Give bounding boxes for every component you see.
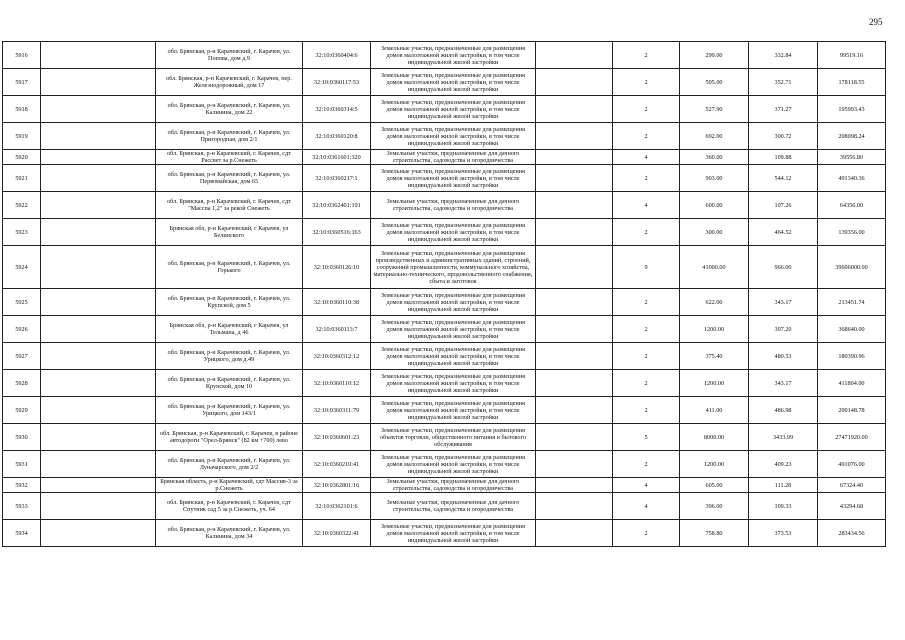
blank-cell xyxy=(536,397,613,424)
specific-value-cell: 544.12 xyxy=(749,165,818,192)
area-cell: 692.00 xyxy=(680,123,749,150)
table-row xyxy=(3,289,886,316)
specific-value-cell: 343.17 xyxy=(749,289,818,316)
cadastral-number-cell: 32:10:0360601:23 xyxy=(303,424,371,451)
blank-cell xyxy=(41,289,156,316)
table-row xyxy=(3,451,886,478)
area-cell: 505.00 xyxy=(680,69,749,96)
blank-cell xyxy=(536,150,613,165)
land-purpose-cell: Земельные участки, предназначенные для размещения домов малоэтажной жилой застройки, в том числе индивидуальной жилой застройки xyxy=(371,219,536,246)
area-cell: 758.80 xyxy=(680,520,749,547)
address-cell: Брянская обл, р-н Карачевский, г Карачев, ул Белинского xyxy=(156,219,303,246)
table-row xyxy=(3,96,886,123)
specific-value-cell: 307.20 xyxy=(749,316,818,343)
land-purpose-cell: Земельные участки, предназначенные для размещения домов малоэтажной жилой застройки, в том числе индивидуальной жилой застройки xyxy=(371,343,536,370)
cadastral-value-cell: 27471920.00 xyxy=(818,424,886,451)
row-number-cell: 5924 xyxy=(3,246,41,289)
group-cell: 5 xyxy=(613,424,680,451)
group-cell: 4 xyxy=(613,493,680,520)
blank-cell xyxy=(41,69,156,96)
land-purpose-cell: Земельные участки, предназначенные для дачного строительства, садоводства и огородничества xyxy=(371,478,536,493)
blank-cell xyxy=(536,192,613,219)
cadastral-value-cell: 180390.96 xyxy=(818,343,886,370)
table-row xyxy=(3,192,886,219)
table-row xyxy=(3,397,886,424)
specific-value-cell: 111.28 xyxy=(749,478,818,493)
blank-cell xyxy=(536,123,613,150)
blank-cell xyxy=(536,96,613,123)
group-cell: 2 xyxy=(613,451,680,478)
row-number-cell: 5927 xyxy=(3,343,41,370)
cadastral-number-cell: 32:10:0360110:12 xyxy=(303,370,371,397)
area-cell: 41000.00 xyxy=(680,246,749,289)
blank-cell xyxy=(41,192,156,219)
cadastral-number-cell: 32:10:0360210:41 xyxy=(303,451,371,478)
land-purpose-cell: Земельные участки, предназначенные для размещения объектов торговли, общественного питания и бытового обслуживания xyxy=(371,424,536,451)
cadastral-number-cell: 32:10:0360516:163 xyxy=(303,219,371,246)
land-purpose-cell: Земельные участки, предназначенные для размещения домов малоэтажной жилой застройки, в том числе индивидуальной жилой застройки xyxy=(371,96,536,123)
table-row xyxy=(3,424,886,451)
table-row xyxy=(3,246,886,289)
cadastral-value-cell: 195993.43 xyxy=(818,96,886,123)
address-cell: обл. Брянская, р-н Карачевский, г. Карачев, ул. Горького xyxy=(156,246,303,289)
cadastral-value-cell: 39606000.00 xyxy=(818,246,886,289)
address-cell: обл. Брянская, р-н Карачевский, г. Карачев, ул. Крупской, дом 5 xyxy=(156,289,303,316)
blank-cell xyxy=(41,150,156,165)
area-cell: 1200.00 xyxy=(680,316,749,343)
row-number-cell: 5929 xyxy=(3,397,41,424)
cadastral-number-cell: 32:10:0360217:1 xyxy=(303,165,371,192)
address-cell: обл. Брянская, р-н Карачевский, г. Карачев, ул. Пригородная, дом 2/1 xyxy=(156,123,303,150)
land-purpose-cell: Земельные участки, предназначенные для размещения домов малоэтажной жилой застройки, в том числе индивидуальной жилой застройки xyxy=(371,123,536,150)
group-cell: 2 xyxy=(613,343,680,370)
group-cell: 2 xyxy=(613,316,680,343)
area-cell: 1200.00 xyxy=(680,451,749,478)
specific-value-cell: 966.00 xyxy=(749,246,818,289)
cadastral-number-cell: 32:10:0360322:41 xyxy=(303,520,371,547)
group-cell: 2 xyxy=(613,397,680,424)
specific-value-cell: 3433.99 xyxy=(749,424,818,451)
land-purpose-cell: Земельные участки, предназначенные для размещения производственных и административных зданий, строений, сооружений промышленности, коммунального хозяйства, материально-технического, продовольственного снабжения, сбыта и заготовок xyxy=(371,246,536,289)
area-cell: 411.00 xyxy=(680,397,749,424)
area-cell: 527.90 xyxy=(680,96,749,123)
cadastral-number-cell: 32:10:0362801:16 xyxy=(303,478,371,493)
blank-cell xyxy=(536,493,613,520)
address-cell: обл. Брянская, р-н Карачевский, г. Карачев, ул. Крупской, дом 10 xyxy=(156,370,303,397)
specific-value-cell: 343.17 xyxy=(749,370,818,397)
table-row xyxy=(3,520,886,547)
address-cell: обл. Брянская, р-н Карачевский, г. Карачев, ул. Попова, дом д.9 xyxy=(156,42,303,69)
group-cell: 2 xyxy=(613,370,680,397)
table-row xyxy=(3,150,886,165)
specific-value-cell: 332.84 xyxy=(749,42,818,69)
group-cell: 2 xyxy=(613,69,680,96)
area-cell: 903.00 xyxy=(680,165,749,192)
table-row xyxy=(3,478,886,493)
blank-cell xyxy=(536,478,613,493)
blank-cell xyxy=(41,316,156,343)
specific-value-cell: 109.88 xyxy=(749,150,818,165)
cadastral-value-cell: 200148.78 xyxy=(818,397,886,424)
specific-value-cell: 409.23 xyxy=(749,451,818,478)
row-number-cell: 5928 xyxy=(3,370,41,397)
land-purpose-cell: Земельные участки, предназначенные для дачного строительства, садоводства и огородничества xyxy=(371,192,536,219)
group-cell: 9 xyxy=(613,246,680,289)
blank-cell xyxy=(536,343,613,370)
row-number-cell: 5917 xyxy=(3,69,41,96)
blank-cell xyxy=(536,370,613,397)
row-number-cell: 5916 xyxy=(3,42,41,69)
blank-cell xyxy=(536,424,613,451)
blank-cell xyxy=(41,397,156,424)
table-row xyxy=(3,316,886,343)
cadastral-number-cell: 32:10:0360126:10 xyxy=(303,246,371,289)
blank-cell xyxy=(41,42,156,69)
area-cell: 375.40 xyxy=(680,343,749,370)
cadastral-value-cell: 411804.00 xyxy=(818,370,886,397)
row-number-cell: 5923 xyxy=(3,219,41,246)
table-row xyxy=(3,493,886,520)
cadastral-number-cell: 32:10:0361601:320 xyxy=(303,150,371,165)
cadastral-number-cell: 32:10:0360404:6 xyxy=(303,42,371,69)
cadastral-value-cell: 491076.00 xyxy=(818,451,886,478)
group-cell: 2 xyxy=(613,165,680,192)
cadastral-value-cell: 213451.74 xyxy=(818,289,886,316)
specific-value-cell: 352.71 xyxy=(749,69,818,96)
cadastral-value-cell: 64356.00 xyxy=(818,192,886,219)
address-cell: Брянская область, р-н Карачевский, сдт Массив-3 за р.Снежеть xyxy=(156,478,303,493)
row-number-cell: 5920 xyxy=(3,150,41,165)
group-cell: 2 xyxy=(613,289,680,316)
land-purpose-cell: Земельные участки, предназначенные для размещения домов малоэтажной жилой застройки, в том числе индивидуальной жилой застройки xyxy=(371,42,536,69)
blank-cell xyxy=(41,343,156,370)
row-number-cell: 5921 xyxy=(3,165,41,192)
table-row xyxy=(3,165,886,192)
cadastral-value-cell: 283434.56 xyxy=(818,520,886,547)
cadastral-value-cell: 39556.80 xyxy=(818,150,886,165)
cadastral-value-cell: 99519.16 xyxy=(818,42,886,69)
blank-cell xyxy=(536,520,613,547)
address-cell: обл. Брянская, р-н Карачевский, г. Карачев, в районе автодороги "Орел-Брянск" (82 км +700) лево xyxy=(156,424,303,451)
land-purpose-cell: Земельные участки, предназначенные для размещения домов малоэтажной жилой застройки, в том числе индивидуальной жилой застройки xyxy=(371,397,536,424)
specific-value-cell: 486.98 xyxy=(749,397,818,424)
row-number-cell: 5934 xyxy=(3,520,41,547)
blank-cell xyxy=(536,165,613,192)
blank-cell xyxy=(41,493,156,520)
land-purpose-cell: Земельные участки, предназначенные для размещения домов малоэтажной жилой застройки, в том числе индивидуальной жилой застройки xyxy=(371,165,536,192)
cadastral-number-cell: 32:10:0360117:53 xyxy=(303,69,371,96)
land-purpose-cell: Земельные участки, предназначенные для размещения домов малоэтажной жилой застройки, в том числе индивидуальной жилой застройки xyxy=(371,451,536,478)
cadastral-number-cell: 32:10:0362401:191 xyxy=(303,192,371,219)
group-cell: 4 xyxy=(613,192,680,219)
row-number-cell: 5922 xyxy=(3,192,41,219)
blank-cell xyxy=(41,219,156,246)
blank-cell xyxy=(41,165,156,192)
blank-cell xyxy=(41,246,156,289)
specific-value-cell: 373.53 xyxy=(749,520,818,547)
specific-value-cell: 107.26 xyxy=(749,192,818,219)
cadastral-value-table xyxy=(2,41,886,547)
land-purpose-cell: Земельные участки, предназначенные для размещения домов малоэтажной жилой застройки, в том числе индивидуальной жилой застройки xyxy=(371,370,536,397)
area-cell: 1200.00 xyxy=(680,370,749,397)
address-cell: обл. Брянская, р-н Карачевский, г. Карачев, пер. Железнодорожный, дом 17 xyxy=(156,69,303,96)
row-number-cell: 5925 xyxy=(3,289,41,316)
table-row xyxy=(3,343,886,370)
address-cell: обл. Брянская, р-н Карачевский, г. Карачев, ул. Калинина, дом 34 xyxy=(156,520,303,547)
address-cell: Брянская обл, р-н Карачевский, г Карачев, ул Тельмана, д 46 xyxy=(156,316,303,343)
address-cell: обл. Брянская, р-н Карачевский, г. Карачев, ул. Урицкого, дом 143/1 xyxy=(156,397,303,424)
address-cell: обл. Брянская, р-н Карачевский, г. Карачев, ул. Первомайская, дом 65 xyxy=(156,165,303,192)
area-cell: 300.00 xyxy=(680,219,749,246)
row-number-cell: 5931 xyxy=(3,451,41,478)
area-cell: 396.00 xyxy=(680,493,749,520)
cadastral-number-cell: 32:10:0360110:38 xyxy=(303,289,371,316)
land-purpose-cell: Земельные участки, предназначенные для размещения домов малоэтажной жилой застройки, в том числе индивидуальной жилой застройки xyxy=(371,316,536,343)
blank-cell xyxy=(41,96,156,123)
blank-cell xyxy=(41,478,156,493)
table-row xyxy=(3,370,886,397)
row-number-cell: 5933 xyxy=(3,493,41,520)
area-cell: 360.00 xyxy=(680,150,749,165)
land-purpose-cell: Земельные участки, предназначенные для размещения домов малоэтажной жилой застройки, в том числе индивидуальной жилой застройки xyxy=(371,69,536,96)
address-cell: обл. Брянская, р-н Карачевский, г. Карачев, сдт Рассвет за р.Снежеть xyxy=(156,150,303,165)
blank-cell xyxy=(41,123,156,150)
blank-cell xyxy=(536,42,613,69)
blank-cell xyxy=(536,219,613,246)
table-row xyxy=(3,123,886,150)
table-row xyxy=(3,219,886,246)
blank-cell xyxy=(41,520,156,547)
group-cell: 4 xyxy=(613,478,680,493)
blank-cell xyxy=(41,424,156,451)
blank-cell xyxy=(41,370,156,397)
specific-value-cell: 300.72 xyxy=(749,123,818,150)
address-cell: обл. Брянская, р-н Карачевский, г. Карачев, ул. Урицкого, дом д.49 xyxy=(156,343,303,370)
specific-value-cell: 371.27 xyxy=(749,96,818,123)
land-purpose-cell: Земельные участки, предназначенные для размещения домов малоэтажной жилой застройки, в том числе индивидуальной жилой застройки xyxy=(371,520,536,547)
area-cell: 622.00 xyxy=(680,289,749,316)
cadastral-number-cell: 32:10:0360311:79 xyxy=(303,397,371,424)
row-number-cell: 5926 xyxy=(3,316,41,343)
address-cell: обл. Брянская, р-н Карачевский, г. Карачев, сдт "Масспа 1,2" за рекой Снежеть xyxy=(156,192,303,219)
cadastral-number-cell: 32:10:0360312:12 xyxy=(303,343,371,370)
cadastral-value-cell: 491340.36 xyxy=(818,165,886,192)
cadastral-value-cell: 368640.00 xyxy=(818,316,886,343)
blank-cell xyxy=(41,451,156,478)
blank-cell xyxy=(536,316,613,343)
cadastral-value-cell: 208098.24 xyxy=(818,123,886,150)
group-cell: 2 xyxy=(613,42,680,69)
address-cell: обл. Брянская, р-н Карачевский, г. Карачев, ул. Калинина, дом 22 xyxy=(156,96,303,123)
specific-value-cell: 109.33 xyxy=(749,493,818,520)
cadastral-number-cell: 32:10:0362101:6 xyxy=(303,493,371,520)
cadastral-value-cell: 43294.68 xyxy=(818,493,886,520)
row-number-cell: 5932 xyxy=(3,478,41,493)
land-purpose-cell: Земельные участки, предназначенные для размещения домов малоэтажной жилой застройки, в том числе индивидуальной жилой застройки xyxy=(371,289,536,316)
land-purpose-cell: Земельные участки, предназначенные для дачного строительства, садоводства и огородничества xyxy=(371,150,536,165)
area-cell: 600.00 xyxy=(680,192,749,219)
cadastral-number-cell: 32:10:0360113:7 xyxy=(303,316,371,343)
page-number: 295 xyxy=(869,17,883,27)
row-number-cell: 5930 xyxy=(3,424,41,451)
blank-cell xyxy=(536,451,613,478)
table-body xyxy=(3,42,886,547)
blank-cell xyxy=(536,289,613,316)
blank-cell xyxy=(536,246,613,289)
group-cell: 2 xyxy=(613,123,680,150)
table-row xyxy=(3,69,886,96)
cadastral-value-cell: 139356.00 xyxy=(818,219,886,246)
area-cell: 299.00 xyxy=(680,42,749,69)
address-cell: обл. Брянская, р-н Карачевский, г. Карачев, ул. Луначарского, дом 2/2 xyxy=(156,451,303,478)
blank-cell xyxy=(536,69,613,96)
cadastral-number-cell: 32:10:0360120:8 xyxy=(303,123,371,150)
cadastral-number-cell: 32:10:0360314:5 xyxy=(303,96,371,123)
land-purpose-cell: Земельные участки, предназначенные для дачного строительства, садоводства и огородничества xyxy=(371,493,536,520)
group-cell: 2 xyxy=(613,520,680,547)
group-cell: 4 xyxy=(613,150,680,165)
row-number-cell: 5919 xyxy=(3,123,41,150)
row-number-cell: 5918 xyxy=(3,96,41,123)
group-cell: 2 xyxy=(613,96,680,123)
table-row xyxy=(3,42,886,69)
cadastral-value-cell: 178118.55 xyxy=(818,69,886,96)
group-cell: 2 xyxy=(613,219,680,246)
area-cell: 605.00 xyxy=(680,478,749,493)
address-cell: обл. Брянская, р-н Карачевский, г. Карачев, сдт Спутник сад 5 за р.Снежеть, уч. 64 xyxy=(156,493,303,520)
specific-value-cell: 464.52 xyxy=(749,219,818,246)
specific-value-cell: 480.53 xyxy=(749,343,818,370)
area-cell: 8000.00 xyxy=(680,424,749,451)
cadastral-value-cell: 67324.40 xyxy=(818,478,886,493)
